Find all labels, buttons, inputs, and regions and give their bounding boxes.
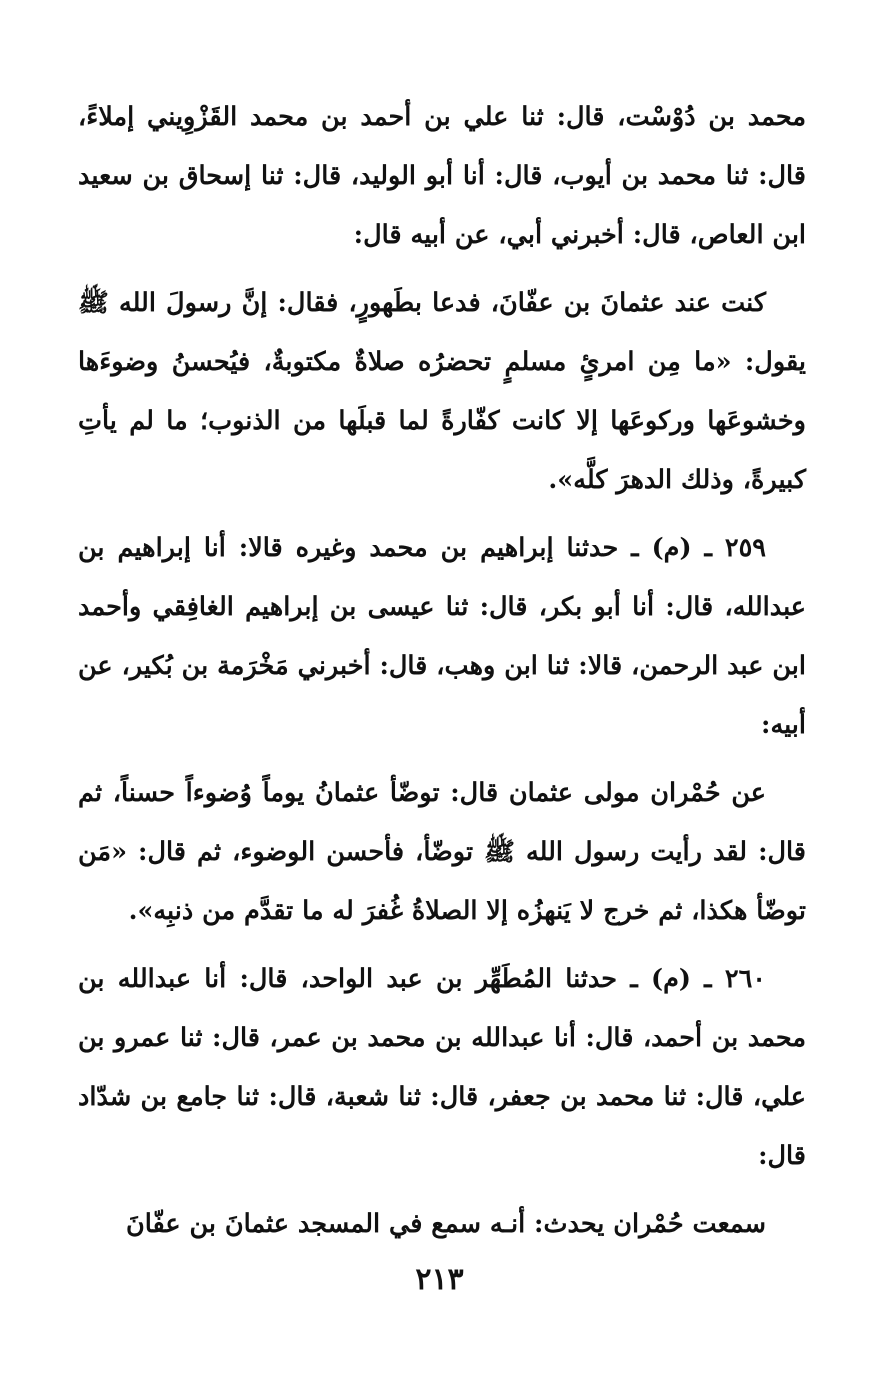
paragraph-hadith-text: كنت عند عثمانَ بن عفّانَ، فدعا بطَهورٍ، فقال: إنَّ رسولَ الله ﷺ يقول: «ما مِن امرئٍ مسلمٍ تحضرُه صلاةٌ مكتوبةٌ، فيُحسنُ وضوءَها وخشوعَها وركوعَها إلا كانت كفّارةً لما قبلَها من الذنوب؛ ما لم يأتِ كبيرةً، وذلك الدهرَ كلَّه».	[78, 288, 807, 495]
paragraph-hadith-259-isnad: ٢٥٩ ـ (م) ـ حدثنا إبراهيم بن محمد وغيره قالا: أنا إبراهيم بن عبدالله، قال: أنا أبو بكر، قال: ثنا عيسى بن إبراهيم الغافِقي وأحمد ابن عبد الرحمن، قالا: ثنا ابن وهب، قال: أخبرني مَخْرَمة بن بُكير، عن أبيه:	[78, 533, 806, 740]
page-body-text	[78, 88, 806, 1254]
paragraph-hadith-260-text: سمعت حُمْران يحدث: أنـه سمع في المسجد عثمانَ بن عفّانَ	[125, 1209, 766, 1239]
paragraph-hadith-260-isnad: ٢٦٠ ـ (م) ـ حدثنا المُطَهِّر بن عبد الواحد، قال: أنا عبدالله بن محمد بن أحمد، قال: أنا عبدالله بن محمد بن عمر، قال: ثنا عمرو بن علي، قال: ثنا محمد بن جعفر، قال: ثنا شعبة، قال: ثنا جامع بن شدّاد قال:	[78, 964, 806, 1171]
page-number: ٢١٣	[415, 1262, 464, 1297]
paragraph-hadith-259-text: عن حُمْران مولى عثمان قال: توضّأ عثمانُ يوماً وُضوءاً حسناً، ثم قال: لقد رأيت رسول الله ﷺ توضّأ، فأحسن الوضوء، ثم قال: «مَن توضّأ هكذا، ثم خرج لا يَنهزُه إلا الصلاةُ غُفرَ له ما تقدَّم من ذنبِه».	[78, 778, 806, 926]
paragraph-isnad-continuation: محمد بن دُوْسْت، قال: ثنا علي بن أحمد بن محمد القَزْوِيني إملاءً، قال: ثنا محمد بن أيوب، قال: أنا أبو الوليد، قال: ثنا إسحاق بن سعيد ابن العاص، قال: أخبرني أبي، عن أبيه قال:	[78, 102, 806, 250]
